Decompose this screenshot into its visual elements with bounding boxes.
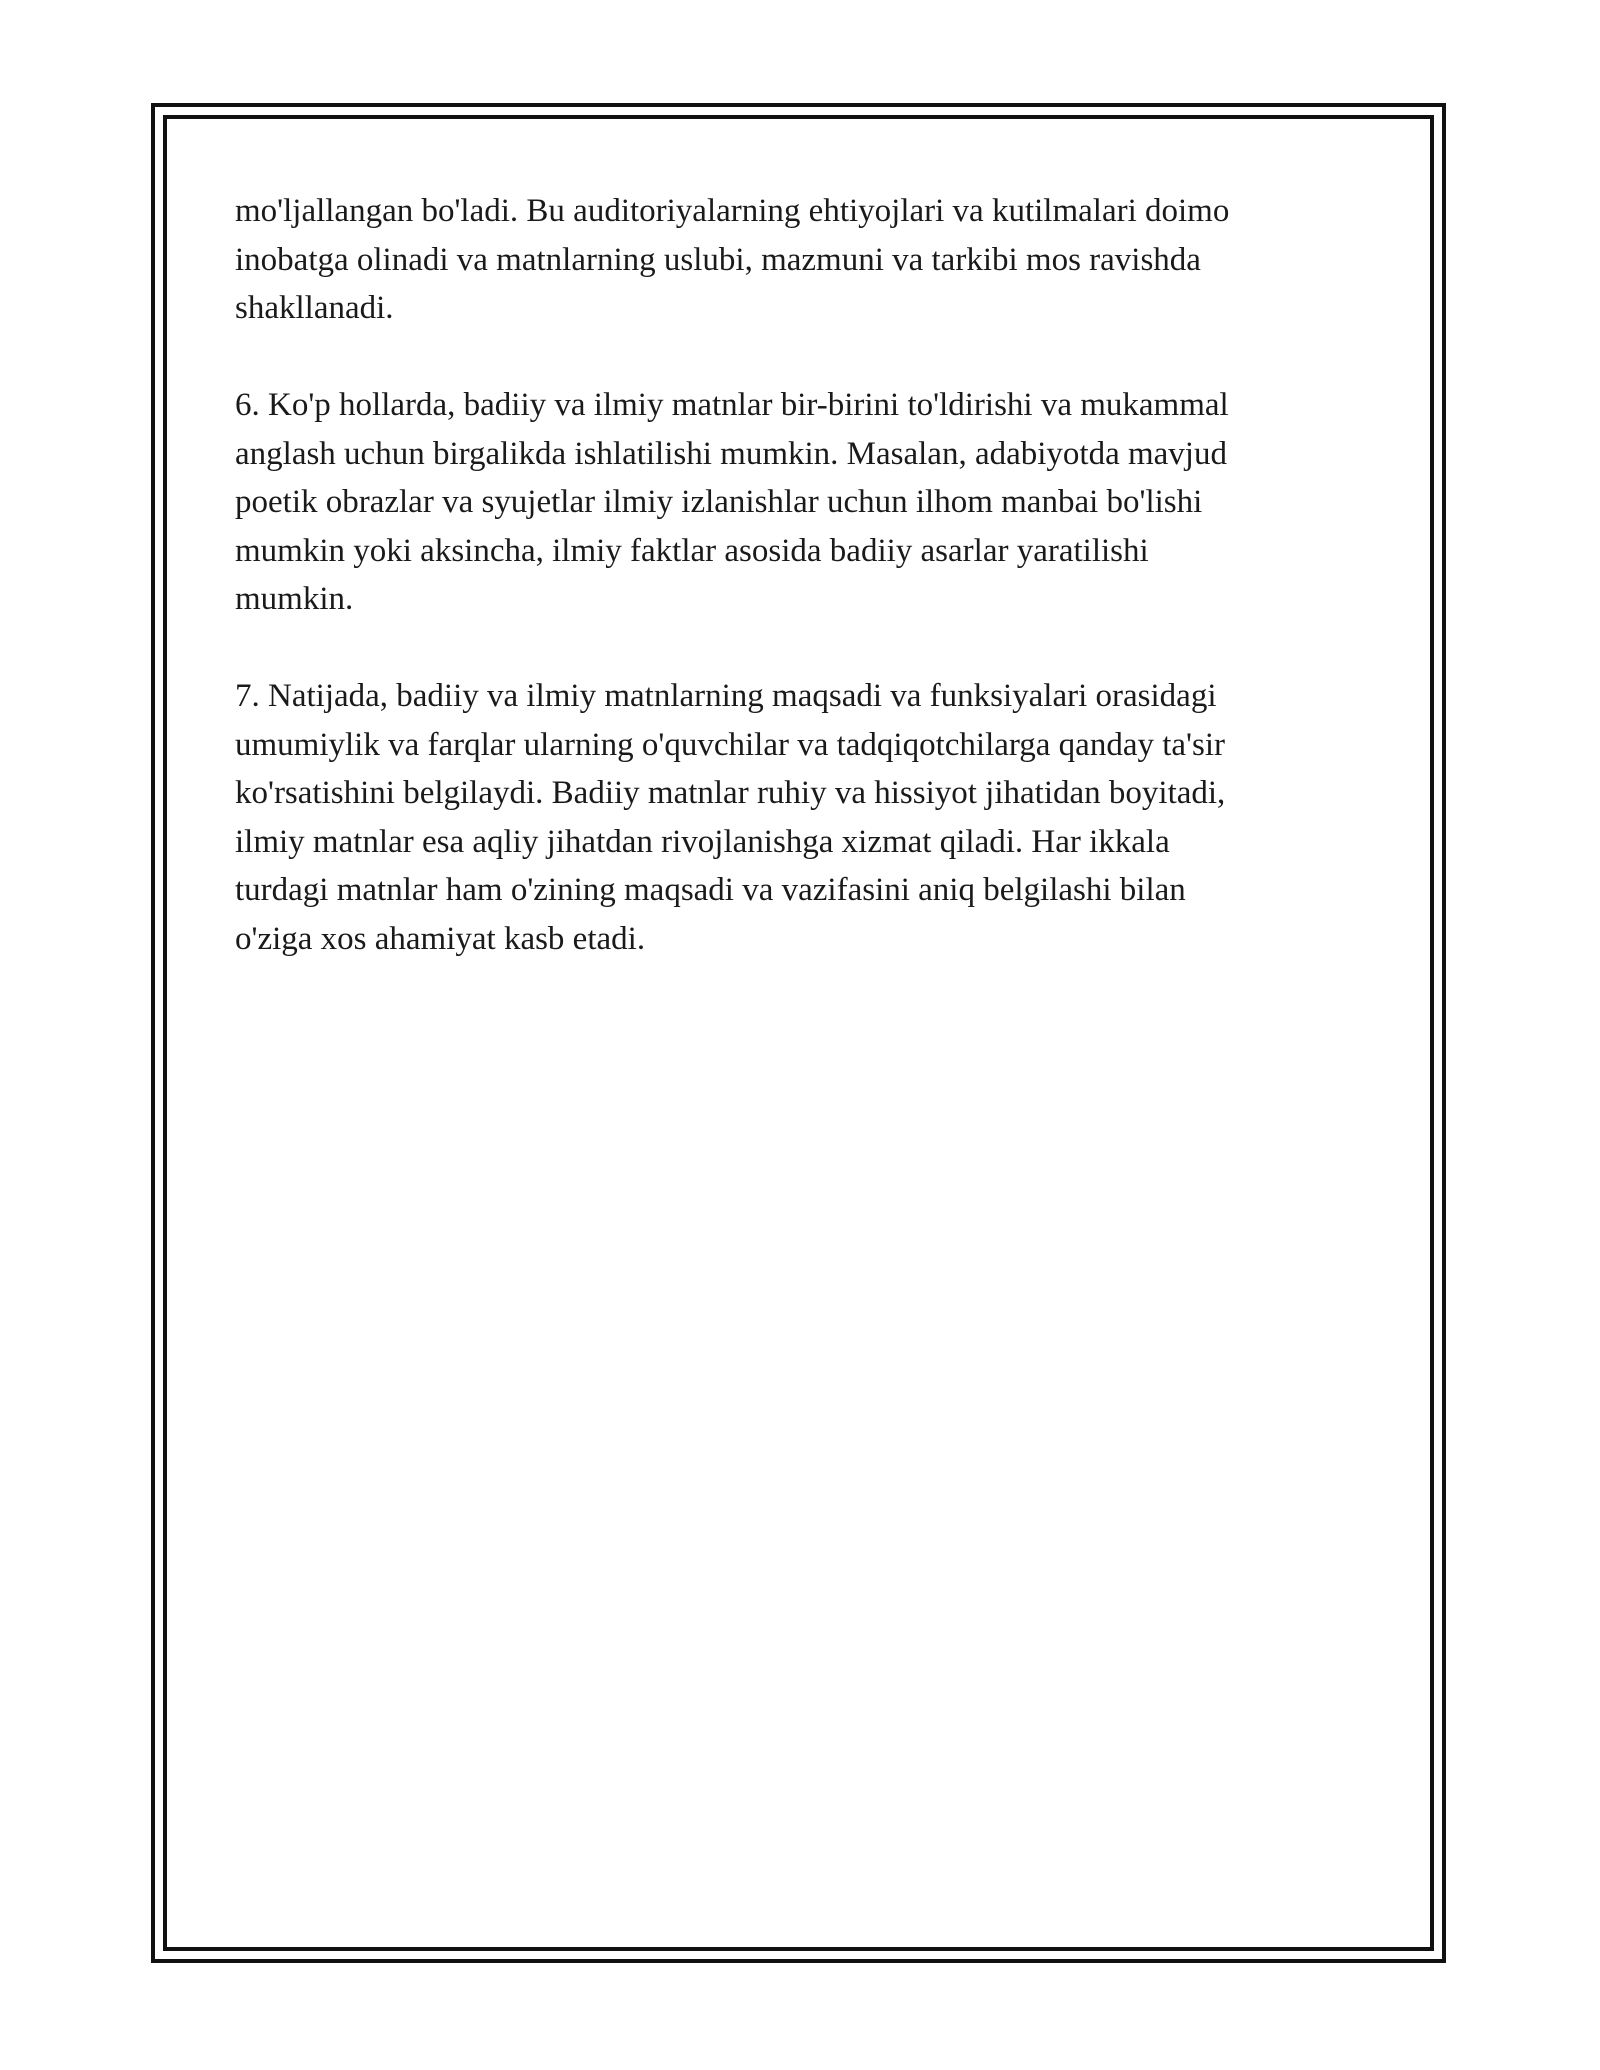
- paragraph-6: 6. Ko'p hollarda, badiiy va ilmiy matnlar bir-birini to'ldirishi va mukammal anglash uchun birgalikda ishlatilishi mumkin. Masalan, adabiyotda mavjud poetik obrazlar va syujetlar ilmiy izlanishlar uchun ilhom manbai bo'lishi mumkin yoki aksincha, ilmiy faktlar asosida badiiy asarlar yaratilishi mumkin.: [235, 387, 1229, 617]
- document-body: [235, 187, 1365, 1012]
- paragraph-continuation: mo'ljallangan bo'ladi. Bu auditoriyalarning ehtiyojlari va kutilmalari doimo inobatga olinadi va matnlarning uslubi, mazmuni va tarkibi mos ravishda shakllanadi.: [235, 193, 1230, 326]
- paragraph-7: 7. Natijada, badiiy va ilmiy matnlarning maqsadi va funksiyalari orasidagi umumiylik va farqlar ularning o'quvchilar va tadqiqotchilarga qanday ta'sir ko'rsatishini belgilaydi. Badiiy matnlar ruhiy va hissiyot jihatidan boyitadi, ilmiy matnlar esa aqliy jihatdan rivojlanishga xizmat qiladi. Har ikkala turdagi matnlar ham o'zining maqsadi va vazifasini aniq belgilashi bilan o'ziga xos ahamiyat kasb etadi.: [235, 678, 1226, 957]
